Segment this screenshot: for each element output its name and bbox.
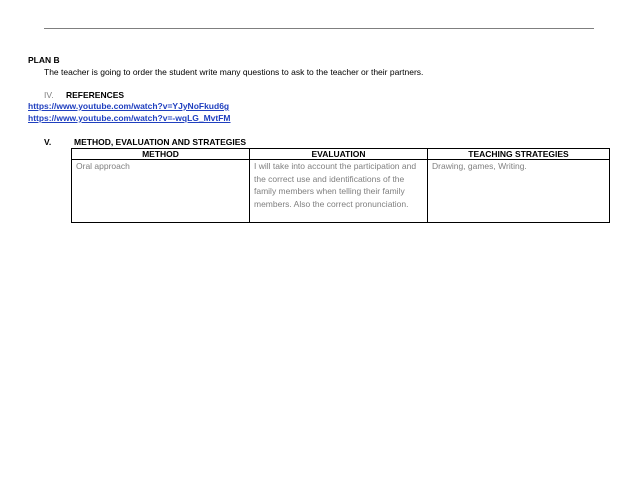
reference-link-2[interactable]: https://www.youtube.com/watch?v=-wqLG_MvtFM — [28, 113, 231, 123]
references-title: REFERENCES — [66, 90, 125, 100]
references-number: IV. — [44, 90, 54, 100]
methods-heading — [44, 137, 246, 148]
methods-number: V. — [44, 137, 52, 147]
references-heading — [44, 90, 124, 101]
cell-method: Oral approach — [72, 160, 250, 223]
column-header-evaluation: EVALUATION — [250, 149, 428, 160]
methods-title: METHOD, EVALUATION AND STRATEGIES — [74, 137, 247, 147]
reference-link-1[interactable]: https://www.youtube.com/watch?v=YJyNoFkud6g — [28, 101, 230, 111]
cell-evaluation: I will take into account the participation and the correct use and identifications of the family members when telling their family members. Also the correct pronunciation. — [250, 160, 428, 223]
column-header-method: METHOD — [72, 149, 250, 160]
column-header-teaching-strategies: TEACHING STRATEGIES — [428, 149, 610, 160]
table-row — [72, 160, 610, 223]
header-divider — [44, 28, 594, 29]
table-header-row — [72, 149, 610, 160]
cell-teaching-strategies: Drawing, games, Writing. — [428, 160, 610, 223]
plan-heading: PLAN B — [28, 55, 60, 65]
plan-description: The teacher is going to order the student write many questions to ask to the teacher or their partners. — [44, 67, 424, 77]
strategies-table — [71, 148, 610, 223]
